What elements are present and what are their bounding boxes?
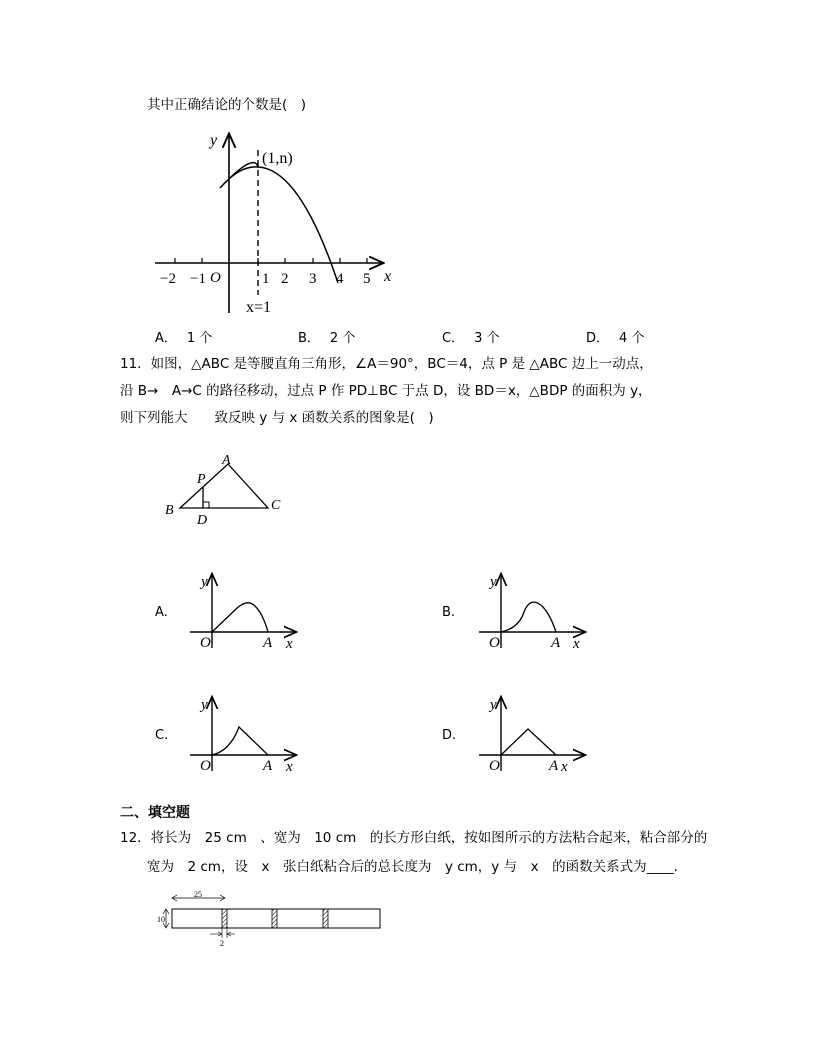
triangle-abc	[180, 464, 268, 508]
curve-c	[212, 727, 268, 755]
tick-neg1: −1	[190, 271, 206, 287]
width-label: 10	[157, 915, 165, 924]
svg-text:A: A	[549, 758, 559, 774]
overlap-label: 2	[220, 939, 224, 948]
q10-parabola-graph	[150, 125, 400, 325]
svg-text:A: A	[551, 635, 561, 651]
curve-b	[501, 602, 556, 632]
q11-option-c-graph	[185, 693, 305, 778]
q11-option-c-letter: C.	[155, 728, 169, 743]
tick-4: 4	[336, 271, 344, 287]
svg-text:O: O	[489, 758, 500, 774]
tick-neg2: −2	[160, 271, 176, 287]
svg-text:O: O	[200, 758, 211, 774]
label-c: C	[271, 498, 281, 513]
q11-option-d-graph	[474, 693, 594, 778]
overlap-1	[222, 909, 227, 928]
tick-3: 3	[309, 271, 317, 287]
length-label: 25	[194, 890, 202, 899]
svg-text:x: x	[573, 636, 580, 652]
svg-text:y: y	[201, 574, 208, 590]
q10-option-b: B． 2 个	[298, 331, 356, 346]
symmetry-label: x=1	[246, 299, 272, 316]
q11-option-d-letter: D.	[442, 728, 457, 743]
tick-5: 5	[363, 271, 371, 287]
q11-option-b-graph	[474, 570, 594, 655]
q10-stem-tail: 其中正确结论的个数是( )	[147, 97, 307, 113]
q10-option-c: C． 3 个	[442, 331, 500, 346]
q11-triangle-figure	[160, 450, 290, 530]
curve-a	[212, 603, 268, 632]
svg-text:x: x	[286, 636, 293, 652]
q10-option-d: D． 4 个	[586, 331, 645, 346]
svg-text:y: y	[490, 697, 497, 713]
label-p: P	[197, 472, 206, 487]
label-b: B	[165, 503, 174, 518]
right-angle-mark	[203, 502, 209, 508]
curve-d	[501, 729, 556, 755]
vertex-label: (1,n)	[262, 150, 293, 167]
svg-text:A: A	[263, 635, 273, 651]
label-a: A	[222, 453, 231, 468]
q12-line-1: 12．将长为 25 cm 、宽为 10 cm 的长方形白纸，按如图所示的方法粘合起来，粘合部分的	[120, 830, 708, 846]
section-title-fill-in: 二、填空题	[120, 805, 190, 821]
q11-line-1: 11．如图，△ABC 是等腰直角三角形，∠A＝90°，BC＝4，点 P 是 △ABC 边上一动点，	[120, 356, 653, 372]
q11-option-b-letter: B.	[442, 605, 456, 620]
overlap-2	[272, 909, 277, 928]
q11-line-2: 沿 B→ A→C 的路径移动，过点 P 作 PD⊥BC 于点 D，设 BD＝x，△BDP 的面积为 y，	[120, 383, 652, 399]
overlap-3	[323, 909, 328, 928]
svg-text:x: x	[286, 759, 293, 775]
svg-text:O: O	[200, 635, 211, 651]
svg-text:A: A	[263, 758, 273, 774]
q10-option-a: A． 1 个	[155, 331, 213, 346]
origin-label: O	[210, 270, 221, 286]
q12-strip-figure	[155, 888, 390, 953]
y-axis-label: y	[210, 132, 218, 149]
q12-line-2: 宽为 2 cm，设 x 张白纸粘合后的总长度为 y cm，y 与 x 的函数关系式为____．	[147, 859, 688, 875]
q11-option-a-graph	[185, 570, 305, 655]
tick-2: 2	[281, 271, 289, 287]
svg-text:O: O	[489, 635, 500, 651]
label-d: D	[197, 513, 208, 528]
tick-1: 1	[262, 271, 270, 287]
svg-text:y: y	[201, 697, 208, 713]
svg-text:x: x	[561, 759, 568, 775]
x-axis-label: x	[384, 268, 392, 285]
q11-option-a-letter: A.	[155, 605, 168, 620]
parabola-curve	[220, 163, 338, 283]
q11-line-3: 则下列能大 致反映 y 与 x 函数关系的图象是( )	[120, 410, 434, 426]
svg-text:y: y	[490, 574, 497, 590]
